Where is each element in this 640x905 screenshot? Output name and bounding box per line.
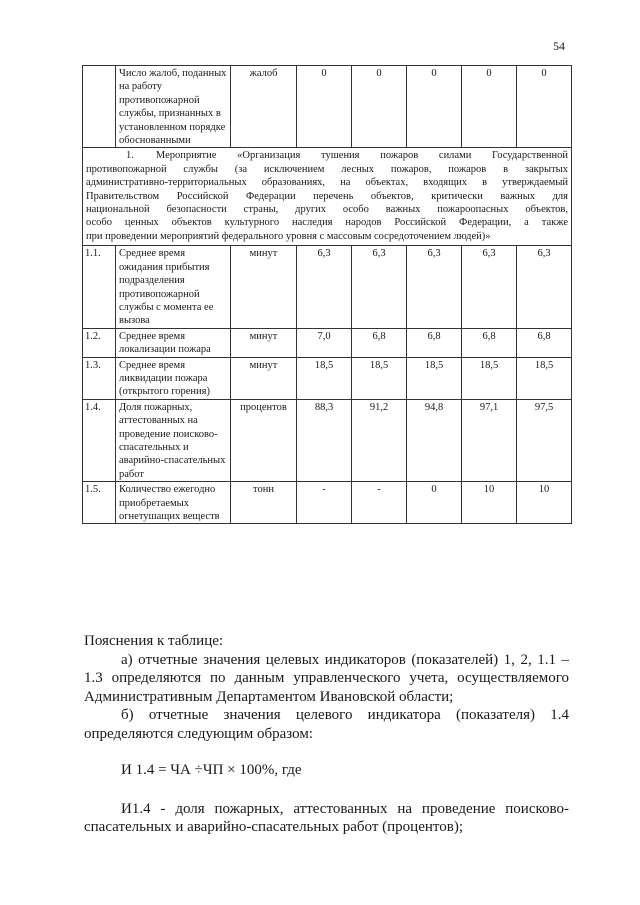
event-number: 1.: [126, 150, 134, 162]
row-number: 1.2.: [83, 328, 116, 357]
value-cell: 0: [297, 66, 352, 148]
unit-cell: тонн: [231, 482, 297, 524]
table-row: [83, 357, 572, 399]
value-cell: 0: [462, 66, 517, 148]
note-item-b: б) отчетные значения целевого индикатора (показателя) 1.4 определяются следующим образом:: [84, 707, 569, 742]
row-number: 1.5.: [83, 482, 116, 524]
value-cell: 0: [517, 66, 572, 148]
value-cell: 88,3: [297, 399, 352, 481]
indicator-name: Среднее время локализации пожара: [116, 328, 231, 357]
row-number: [83, 66, 116, 148]
value-cell: 10: [517, 482, 572, 524]
value-cell: -: [352, 482, 407, 524]
indicator-name: Среднее время ликвидации пожара (открытого горения): [116, 357, 231, 399]
value-cell: 6,3: [462, 246, 517, 328]
value-cell: 0: [407, 66, 462, 148]
event-row: [83, 148, 572, 246]
value-cell: 97,1: [462, 399, 517, 481]
row-number: 1.1.: [83, 246, 116, 328]
table-row: [83, 246, 572, 328]
page-number: 54: [553, 39, 565, 53]
unit-cell: процентов: [231, 399, 297, 481]
event-description: [83, 148, 572, 246]
value-cell: 6,3: [297, 246, 352, 328]
value-cell: 18,5: [352, 357, 407, 399]
value-cell: 10: [462, 482, 517, 524]
unit-cell: минут: [231, 357, 297, 399]
note-item-a: а) отчетные значения целевых индикаторов (показателей) 1, 2, 1.1 – 1.3 определяются по данным управленческого учета, осуществляемого Административным Департаментом Ивановской области;: [84, 651, 569, 705]
table-notes: [84, 632, 569, 837]
value-cell: 0: [407, 482, 462, 524]
value-cell: 6,8: [407, 328, 462, 357]
value-cell: 94,8: [407, 399, 462, 481]
value-cell: 91,2: [352, 399, 407, 481]
indicator-name: Доля пожарных, аттестованных на проведение поисково-спасательных и аварийно-спасательных работ: [116, 399, 231, 481]
formula-definition: И1.4 - доля пожарных, аттестованных на проведение поисково-спасательных и аварийно-спасательных работ (процентов);: [84, 800, 569, 835]
indicator-name: Число жалоб, поданных на работу противопожарной службы, признанных в установленном порядке обоснованными: [116, 66, 231, 148]
formula: И 1.4 = ЧА ÷ЧП × 100%, где: [121, 762, 302, 778]
event-line: при проведении мероприятий федерального уровня с массовым сосредоточением людей)»: [86, 230, 491, 242]
unit-cell: минут: [231, 328, 297, 357]
indicators-table: [82, 65, 572, 524]
row-number: 1.4.: [83, 399, 116, 481]
table-row: [83, 399, 572, 481]
value-cell: 18,5: [462, 357, 517, 399]
notes-heading: Пояснения к таблице:: [84, 633, 224, 649]
indicator-name: Количество ежегодно приобретаемых огнетушащих веществ: [116, 482, 231, 524]
value-cell: 18,5: [517, 357, 572, 399]
table-row: [83, 328, 572, 357]
unit-cell: минут: [231, 246, 297, 328]
value-cell: 6,3: [352, 246, 407, 328]
value-cell: 97,5: [517, 399, 572, 481]
value-cell: 0: [352, 66, 407, 148]
value-cell: -: [297, 482, 352, 524]
value-cell: 18,5: [407, 357, 462, 399]
row-number: 1.3.: [83, 357, 116, 399]
indicator-name: Среднее время ожидания прибытия подразделения противопожарной службы с момента ее вызова: [116, 246, 231, 328]
value-cell: 6,8: [462, 328, 517, 357]
event-line: административно-территориальных образованиях, на объектах, входящих в утверждаемый: [86, 177, 568, 189]
value-cell: 6,3: [517, 246, 572, 328]
table-row: [83, 66, 572, 148]
event-line: национальной безопасности страны, других особо важных пожароопасных объектов,: [86, 204, 568, 216]
value-cell: 6,3: [407, 246, 462, 328]
event-line: особо ценных объектов культурного наследия народов Российской Федерации, а также: [86, 217, 568, 229]
unit-cell: жалоб: [231, 66, 297, 148]
value-cell: 18,5: [297, 357, 352, 399]
value-cell: 7,0: [297, 328, 352, 357]
event-line: 1. Мероприятие «Организация тушения пожаров силами Государственной: [126, 150, 568, 162]
value-cell: 6,8: [517, 328, 572, 357]
event-line: противопожарной службы (за исключением лесных пожаров, пожаров в закрытых: [86, 163, 568, 175]
event-line: Правительством Российской Федерации перечень объектов, критически важных для: [86, 190, 568, 202]
table-row: [83, 482, 572, 524]
value-cell: 6,8: [352, 328, 407, 357]
